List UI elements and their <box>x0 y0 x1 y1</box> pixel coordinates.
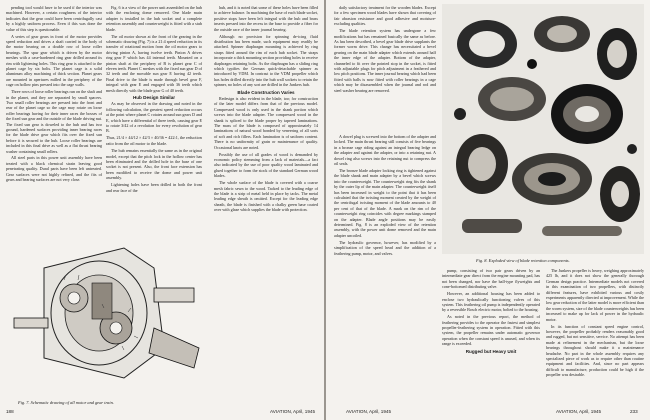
fig7-caption: Fig. 7. Schematic drawing of all motor and gear train. <box>18 400 114 405</box>
fig8-caption: Fig. 8. Exploded view of blade retention components. <box>476 258 570 263</box>
section-heading: Hub Design Similar <box>132 95 176 100</box>
paragraph: The oil motor shown at the front of the gearing in the schematic drawing (Fig. 7) is a 21:4 speed reduction in its transfer of rotational motion from the oil motor gears to driving pinion A, having twelve teeth. Pinion A drives ring gear F which has 44 internal teeth. Mounted on a pinion shaft at the periphery of B is planet gear C of eleven teeth. Planet C meshes with the fixed sun gear D of 32 teeth and the movable sun gear E having 42 teeth. Final drive to the blade is made through bevel gear F, integral with gear E and engaged with 36 teeth which mesh directly with the blade gear G of 40 teeth. <box>106 33 202 93</box>
paragraph: A dowel plug is screwed into the bottom of the adapter and locked. The main thrust bearing still consists of five bearings in a bronze cage riding against an integral bearing ledge on the adapter and against the adapter, or into a retaining nut. A dowel ring also screws into the retaining nut to compress the oil seals. <box>334 134 436 167</box>
paragraph: As noted in the previous report, the method of feathering provides to the operator the fastest and simplest propeller-feathering system in operation. Fitted with this system, the propeller remains under automatic governor operation when the constant speed is unused, and when its range is exceeded. <box>442 314 540 347</box>
paragraph: The bronze blade adapter locking ring is tightened against the blade shank and main adapter by a bevel which screws into the counterweight. The counterweight ring fits the shank by the outer lip of the main adapter. The counterweight itself has been increased in weight to the point that it has been calculated that the twisting moment created by the weight of the centrifugal twisting moment of the blade amounts to 40 per cent of that of the blade. A mark on the rim of the counterweight ring coincides with degree markings stamped on the adapter. Blade angle positions may be easily determined. Fig. 8 is an exploded view of the retention assembly, with the power unit dome removed and the main adapter uncoiled. <box>334 167 436 238</box>
reduction-formula: Thus, 21/4 × 44/12 × 42/3 × 40/36 = 422:1, the reduction ratio from the oil motor to the blade. <box>106 135 202 146</box>
paragraph: Possibly the use of all grades of wood is demanded by economic policy stemming from a lack of materials—a fact also indicated by the use of poor quality wood laminated and glued together to form the stock of the standard German wood blades. <box>214 151 318 179</box>
right-column-3 <box>546 268 644 406</box>
paragraph: Fig. 6 is a view of the power unit assembled on the hub with the enclosing dome removed. One blade main adapter is installed in the hub socket and a complete retention assembly and counterweight is fitted with a stub blade. <box>106 5 202 32</box>
paragraph: Redesign is also evident in the blade, too; for construction of the later model differs from that of the previous model. Compressed wood is only used in the shank portion which screws into the blade adapter. The compressed wood in the shank is spliced to the blade proper by tapered laminations. The mass of the blade is composed of approximately 14 laminations of natural wood bonded by veneering of all sorts of soft and rich fillers. Each lamination is of uniform content. There is no uniformity of grain or maintenance of quality. Occasional knots are noted. <box>214 96 318 150</box>
paragraph: The hub remains essentially the same as in the original model, except that the pitch lock in the hollow center has been eliminated and the drilled hole in the base of one socket is not present. Also, the front face extension has been modified to receive the dome and power unit assembly. <box>106 148 202 181</box>
left-page-footer-title: AVIATION, April, 1945 <box>270 409 316 414</box>
paragraph: In its function of constant speed engine control, however, the propeller probably renders reasonably good and rugged, but not sensitive, service. No attempt has been made at refinement in the mechanism, but the loose bearings throughout should make it a maintenance headache. No part in the whole assembly requires any specialized piece of work as to require other than routine equipment and facilities. And, since no part appears difficult to manufacture, production could be high if the propeller was desirable. <box>546 323 644 378</box>
fig7-schematic-figure <box>4 228 204 398</box>
paragraph: pump, consisting of two pair gears driven by an intermediate gear direct from the engine mounting pad, has not been changed, nor have the ball-type flyweights and cone-bottomed distributing valve. <box>442 268 540 290</box>
paragraph: Three rows of loose roller bearings run on the shaft and in the planet, and they are separated by small spacers. Two small roller bearings are pressed into the front and rear of the planet cage so the cage may rotate on loose roller bearings having for their inner races the bosses of the fixed sun gear and the outside of the blade driving nut. The fixed sun gear is doweled to the hub and has two ground, hardened surfaces providing inner bearing races for the blade drive gear which fits over the fixed sun before it is secured to the hub. Loose roller bearings are included in this final drive as well as a flat thrust bearing washer containing small rollers. <box>6 89 102 154</box>
paragraph: hub, and it is noted that some of these holes have been filled to achieve balance. In machining the base of each blade socket, positive stops have been left integral with the hub and brass inserts pressed into the recess in the base to provide a fiber for the outside race of the inner journal bearing. <box>214 5 318 32</box>
right-page-number: 233 <box>630 409 638 414</box>
right-page-footer-title: AVIATION, April, 1945 <box>556 409 602 414</box>
paragraph: daily satisfactory treatment for the wooden blades. Except for a few specimen wood blades have shown that covering of fair abrasion resistance and good adhesive and moisture-excluding qualities. <box>334 5 436 27</box>
paragraph: However, an additional housing has been added to enclose two hydraulically functioning valves of this system. This feathering oil pump is independently operated by a reversible Bosch electric motor, bolted to the housing. <box>442 291 540 313</box>
paragraph: pending tool would have to be used if the interior was machined. However, a certain roughness of the interior indicates that the gear could have been centrifugally cast by a highly uniform process. Even if this was done the value of this step is questionable. <box>6 5 102 32</box>
paragraph: The whole surface of the blade is covered with a coarse mesh fabric sewn to the wood. Tacked to the leading edge of the blade is a strip of metal held in place by tacks. The metal leading edge sheath is omitted. Except for the leading edge sheath, the blade is finished with a chalky green base coated over with glaze which supplies the blade with protection. <box>214 180 318 213</box>
fig8-photo <box>442 4 644 254</box>
paragraph: All steel parts in this power unit assembly have been treated with a black chemical strain leaving good penetrating quality. Dural parts have been left untreated. Gear surfaces were not highly refined, and the fits of gears and bearing surfaces are not very close. <box>6 155 102 183</box>
paragraph: As may be observed in the drawing and noted in the following calculation, the greatest speed reduction occurs at the point where planet C rotates around sun gears D and E, which have a differential of three teeth, causing gear E to rotate 3/42 of a revolution for every revolution of gear B. <box>106 101 202 134</box>
paragraph: The hydraulic governor, however, has modified by a simplification of the speed head and the addition of a feathering pump, motor, and valves. <box>334 239 436 256</box>
paragraph: The Junkers propeller is heavy, weighing approximately 425 lb, and it does not show the generally thorough German design practice. Intermediate models not covered in this examination of two propellers, with distinctly different features, have exhibited various and costly experiments apparently directed at improvement. While the low gear reduction of the latter model is more efficient than the worm system, size of the blade counterweights has been increased to make up for lack of power in the hydraulic motor. <box>546 268 644 322</box>
fig8-exploded-figure <box>442 4 644 254</box>
left-page-number: 188 <box>6 409 14 414</box>
fig7-drawing <box>4 228 204 398</box>
right-page-footer-title-left: AVIATION, April, 1945 <box>346 409 392 414</box>
paragraph: The blade retention system has undergone a few modifications but has remained basically the same as before. As has been described, a bevel gear blade drive supplants the former worm drive. This change has necessitated a bevel gearing on the main blade adapter which extends around half the inner edge of the adapter. Bottom of the adapter, channeled to fit over the pointed stop in the socket, is fitted with adjustable plugs for pitch adjustment in a feathered and low pitch positions. The inner journal bearing which had been fitted with balls is now fitted with roller bearings in a cage which may be disassembled when the journal and rod and steel washer bearing are removed. <box>334 28 436 93</box>
right-page <box>326 0 650 420</box>
right-column-1-top <box>334 5 436 133</box>
paragraph: Although no provision for spinning de-icing fluid distribution has been made, such equipment may readily be attached. Spinner diaphragm mounting is achieved by ring straps fitted around the rim of each hub socket. The straps incorporate a thick mounting section providing holes to receive diaphragm retaining bolts. As the diaphragm has a sliding ring which typifies the German quick-detachable spinner as introduced by VDM. In contrast to the VDM propeller which has holes drilled directly into the hub wall sockets to retain the spinner, no holes of any sort are drilled in the Junkers hub. <box>214 33 318 88</box>
left-column-3 <box>214 5 318 405</box>
right-column-2 <box>442 268 540 406</box>
paragraph: Lightening holes have been drilled in both the front and rear face of the <box>106 182 202 193</box>
section-heading: Blade Construction Varies <box>237 89 295 95</box>
section-heading: Rugged but Heavy Unit <box>465 348 517 354</box>
right-column-1 <box>334 134 436 406</box>
paragraph: A series of gear gears in front of the motor provides speed reduction and drives a shaft carried in the body of the motor bearing on a double row of loose roller bearings. The spur gear which is driven by the motor meshes with a case-hardened ring gear drilled around its rim with lightening holes. This ring gear is attached to the planet cage by six bolts. The planet cage is a solid aluminum alloy machining of thick section. Planet gears are mounted in apertures milled in the periphery of the cage on hollow pins pressed into the cage walls. <box>6 33 102 88</box>
